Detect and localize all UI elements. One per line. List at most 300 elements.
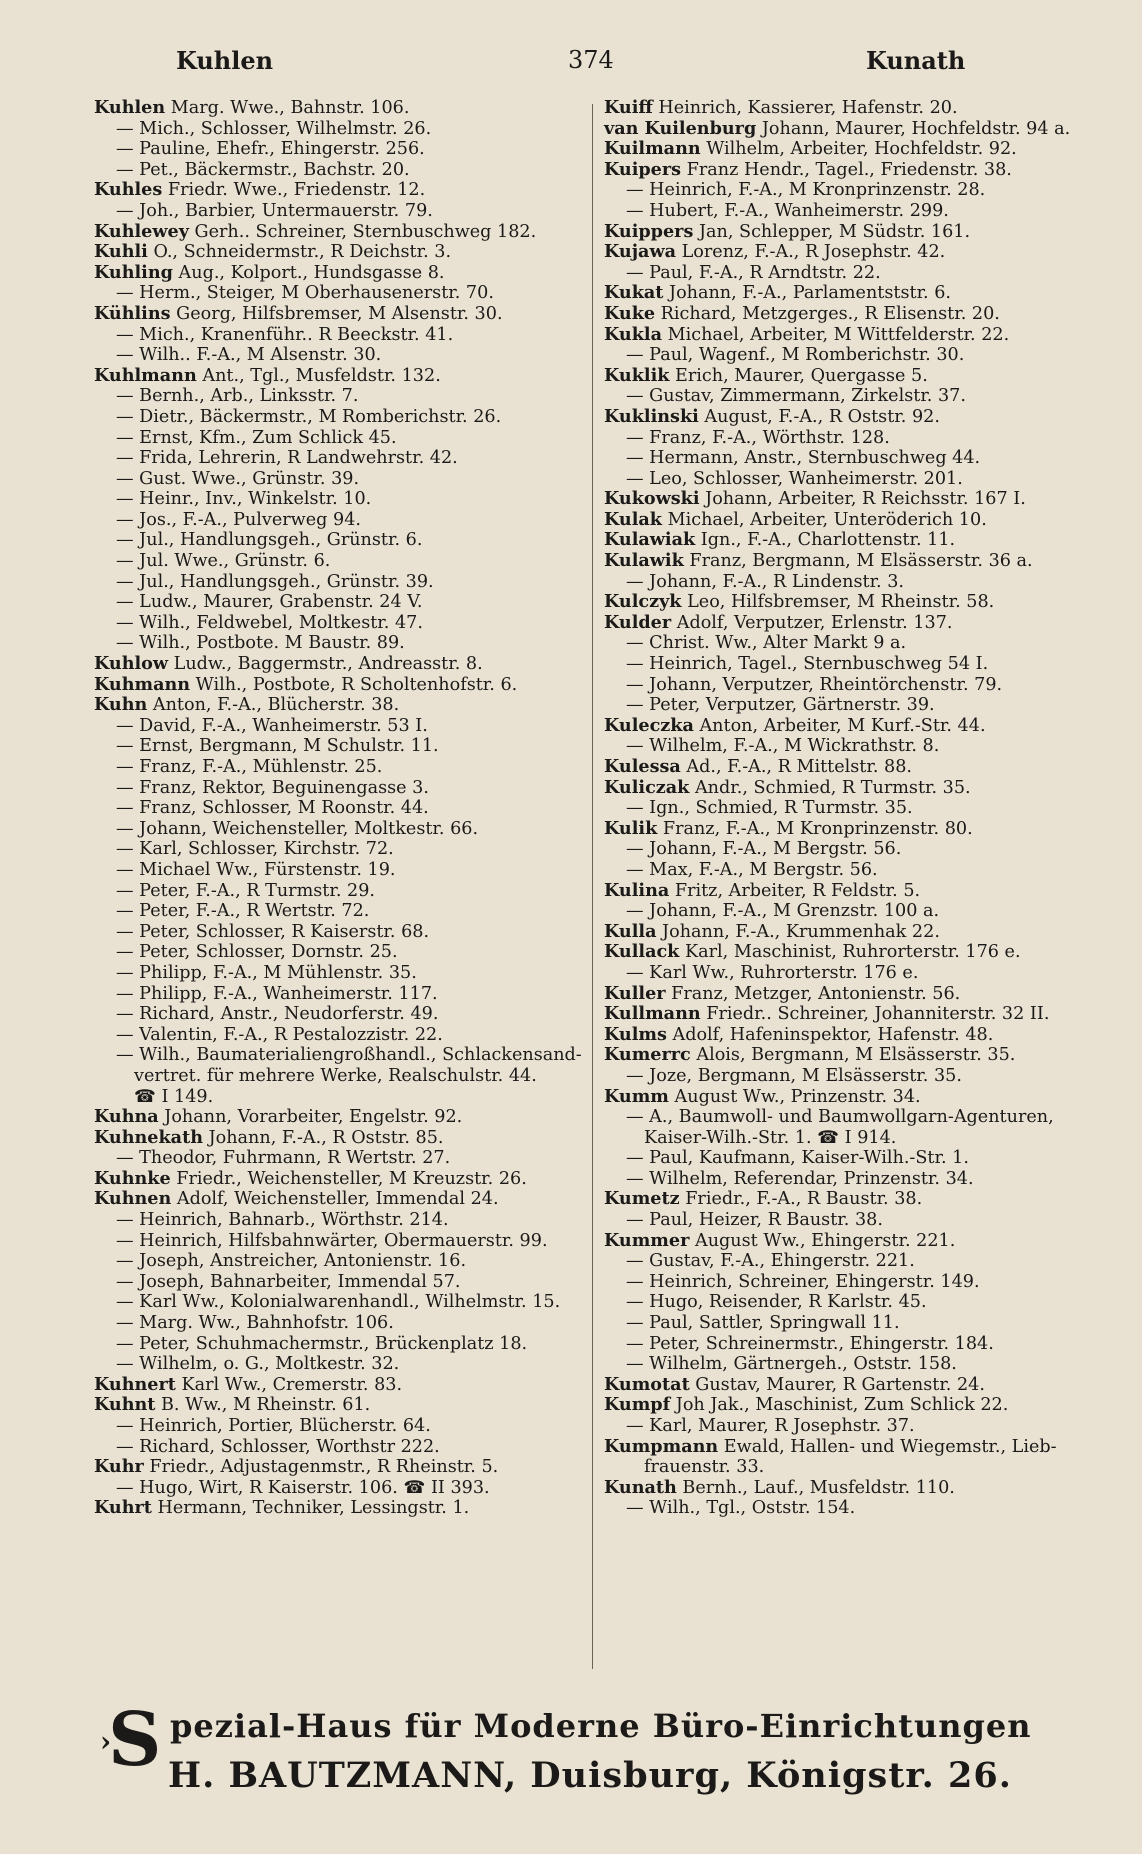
entry-details: — Hugo, Reisender, R Karlstr. 45.	[626, 1292, 927, 1313]
directory-entry	[604, 963, 1092, 984]
entry-details: — Gustav, Zimmermann, Zirkelstr. 37.	[626, 386, 966, 407]
entry-details: — Paul, F.-A., R Arndtstr. 22.	[626, 262, 881, 283]
entry-surname: Kuhmann	[94, 673, 191, 695]
directory-entry	[604, 1272, 1092, 1293]
entry-details: — Johann, F.-A., M Bergstr. 56.	[626, 839, 902, 860]
entry-surname: Kullmann	[604, 1003, 701, 1025]
directory-entry	[94, 1087, 584, 1108]
directory-entry	[94, 1025, 584, 1046]
entry-details: — Peter, Schuhmachermstr., Brückenplatz 18.	[116, 1333, 528, 1354]
entry-details: August Ww., Ehingerstr. 221.	[689, 1230, 956, 1251]
entry-surname: Kumotat	[604, 1373, 690, 1395]
entry-details: ☎ I 149.	[134, 1086, 214, 1107]
entry-details: — Jos., F.-A., Pulverweg 94.	[116, 509, 361, 530]
entry-surname: Kumerrc	[604, 1044, 691, 1066]
entry-details: Bernh., Lauf., Musfeldstr. 110.	[676, 1477, 955, 1498]
left-column	[94, 98, 584, 1519]
entry-details: Gustav, Maurer, R Gartenstr. 24.	[689, 1374, 985, 1395]
directory-entry	[604, 1231, 1092, 1252]
entry-details: — Leo, Schlosser, Wanheimerstr. 201.	[626, 468, 963, 489]
directory-entry	[604, 1416, 1092, 1437]
entry-surname: Kulessa	[604, 756, 681, 777]
entry-details: Wilh., Postbote, R Scholtenhofstr. 6.	[190, 674, 518, 695]
entry-details: — Wilh., Feldwebel, Moltkestr. 47.	[116, 612, 423, 633]
entry-details: — Heinrich, F.-A., M Kronprinzenstr. 28.	[626, 180, 986, 201]
entry-details: — Mich., Schlosser, Wilhelmstr. 26.	[116, 118, 432, 139]
entry-details: Adolf, Weichensteller, Immendal 24.	[171, 1189, 499, 1210]
directory-entry	[604, 242, 1092, 263]
directory-entry	[604, 778, 1092, 799]
entry-details: B. Ww., M Rheinstr. 61.	[155, 1395, 371, 1416]
entry-details: — Wilhelm, o. G., Moltkestr. 32.	[116, 1354, 400, 1375]
directory-entry	[604, 1128, 1092, 1149]
entry-details: — Wilhelm, Referendar, Prinzenstr. 34.	[626, 1168, 974, 1189]
directory-entry	[604, 448, 1092, 469]
header-right-keyword: Kunath	[866, 46, 966, 75]
entry-surname: Kulla	[604, 920, 657, 942]
entry-surname: Kühlins	[94, 302, 171, 324]
entry-surname: Kukat	[604, 282, 664, 304]
directory-entry	[94, 757, 584, 778]
entry-surname: Kuhna	[94, 1106, 159, 1128]
entry-details: — Karl Ww., Ruhrorterstr. 176 e.	[626, 962, 919, 983]
entry-details: — Wilh., Postbote. M Baustr. 89.	[116, 633, 405, 654]
entry-details: Georg, Hilfsbremser, M Alsenstr. 30.	[170, 303, 503, 324]
directory-entry	[94, 942, 584, 963]
directory-entry	[604, 160, 1092, 181]
entry-details: Michael, Arbeiter, M Wittfelderstr. 22.	[661, 324, 1010, 345]
entry-surname: Kuhn	[94, 694, 148, 716]
entry-details: Friedr., Adjustagenmstr., R Rheinstr. 5.	[143, 1457, 499, 1478]
entry-surname: Kulina	[604, 879, 670, 901]
directory-entry	[94, 984, 584, 1005]
entry-surname: Kukla	[604, 323, 662, 345]
entry-details: Johann, Arbeiter, R Reichsstr. 167 I.	[699, 489, 1026, 510]
entry-details: — Paul, Sattler, Springwall 11.	[626, 1313, 900, 1334]
entry-details: — Heinrich, Portier, Blücherstr. 64.	[116, 1416, 431, 1436]
directory-entry	[604, 530, 1092, 551]
entry-details: — Marg. Ww., Bahnhofstr. 106.	[116, 1313, 394, 1334]
directory-entry	[604, 1313, 1092, 1334]
entry-details: Alois, Bergmann, M Elsässerstr. 35.	[690, 1045, 1016, 1066]
entry-details: Wilhelm, Arbeiter, Hochfeldstr. 92.	[700, 139, 1017, 160]
entry-details: Adolf, Verputzer, Erlenstr. 137.	[671, 612, 953, 633]
directory-entry	[604, 201, 1092, 222]
directory-entry	[604, 901, 1092, 922]
directory-entry	[604, 345, 1092, 366]
entry-details: — Peter, Schreinermstr., Ehingerstr. 184.	[626, 1333, 994, 1354]
directory-entry	[94, 304, 584, 325]
directory-entry	[94, 139, 584, 160]
entry-details: Franz, F.-A., M Kronprinzenstr. 80.	[657, 818, 973, 839]
entry-details: Joh Jak., Maschinist, Zum Schlick 22.	[670, 1395, 1009, 1416]
directory-entry	[604, 139, 1092, 160]
entry-details: — Philipp, F.-A., M Mühlenstr. 35.	[116, 962, 417, 983]
directory-entry	[604, 1395, 1092, 1416]
entry-surname: Kulczyk	[604, 591, 682, 613]
entry-details: Gerh.. Schreiner, Sternbuschweg 182.	[188, 221, 537, 242]
directory-entry	[604, 922, 1092, 943]
entry-details: Ludw., Baggermstr., Andreasstr. 8.	[168, 654, 483, 675]
entry-details: Adolf, Hafeninspektor, Hafenstr. 48.	[666, 1024, 994, 1045]
directory-entry	[94, 736, 584, 757]
ad-initial: S	[108, 1697, 162, 1783]
entry-details: — Peter, Schlosser, R Kaiserstr. 68.	[116, 921, 430, 942]
entry-surname: Kuhnert	[94, 1373, 176, 1395]
directory-entry	[604, 222, 1092, 243]
entry-surname: Kumpf	[604, 1394, 671, 1416]
entry-details: Andr., Schmied, R Turmstr. 35.	[689, 777, 971, 798]
directory-entry	[604, 819, 1092, 840]
directory-entry	[604, 613, 1092, 634]
ad-mark-icon: ›	[100, 1725, 112, 1758]
directory-entry	[604, 1457, 1092, 1478]
ad-line-2: H. BAUTZMANN, Duisburg, Königstr. 26.	[168, 1755, 1012, 1796]
directory-entry	[94, 1292, 584, 1313]
entry-details: Ewald, Hallen- und Wiegemstr., Lieb-	[718, 1436, 1057, 1457]
entry-details: — Valentin, F.-A., R Pestalozzistr. 22.	[116, 1024, 443, 1045]
directory-entry	[94, 963, 584, 984]
directory-entry	[604, 757, 1092, 778]
directory-entry	[94, 242, 584, 263]
entry-details: — Wilh.. F.-A., M Alsenstr. 30.	[116, 345, 382, 366]
entry-details: — Hugo, Wirt, R Kaiserstr. 106. ☎ II 393.	[116, 1477, 490, 1498]
entry-details: — Herm., Steiger, M Oberhausenerstr. 70.	[116, 283, 494, 304]
directory-entry	[604, 1292, 1092, 1313]
directory-entry	[604, 572, 1092, 593]
directory-entry	[94, 489, 584, 510]
directory-entry	[94, 922, 584, 943]
entry-details: Kaiser-Wilh.-Str. 1. ☎ I 914.	[644, 1127, 897, 1148]
entry-details: Johann, Maurer, Hochfeldstr. 94 a.	[756, 118, 1071, 139]
entry-details: — Frida, Lehrerin, R Landwehrstr. 42.	[116, 448, 458, 469]
directory-entry	[604, 1148, 1092, 1169]
directory-entry	[604, 881, 1092, 902]
entry-surname: Kuller	[604, 982, 666, 1004]
directory-entry	[604, 633, 1092, 654]
directory-entry	[94, 1148, 584, 1169]
entry-surname: Kuilmann	[604, 138, 701, 160]
entry-details: Friedr., Weichensteller, M Kreuzstr. 26.	[170, 1168, 527, 1189]
directory-entry	[604, 1087, 1092, 1108]
directory-entry	[94, 819, 584, 840]
directory-entry	[94, 119, 584, 140]
directory-entry	[94, 1004, 584, 1025]
entry-details: Leo, Hilfsbremser, M Rheinstr. 58.	[681, 592, 995, 613]
entry-details: — Peter, Verputzer, Gärtnerstr. 39.	[626, 695, 935, 716]
entry-details: Johann, F.-A., Parlamentststr. 6.	[663, 283, 952, 304]
entry-details: — Richard, Schlosser, Worthstr 222.	[116, 1436, 440, 1457]
directory-entry	[94, 428, 584, 449]
directory-entry	[604, 1375, 1092, 1396]
entry-details: — Michael Ww., Fürstenstr. 19.	[116, 859, 396, 880]
entry-surname: Kulms	[604, 1023, 667, 1045]
entry-details: — Karl, Schlosser, Kirchstr. 72.	[116, 839, 394, 860]
entry-details: Michael, Arbeiter, Unteröderich 10.	[661, 509, 987, 530]
entry-details: — Ernst, Kfm., Zum Schlick 45.	[116, 427, 397, 448]
entry-details: — Paul, Wagenf., M Romberichstr. 30.	[626, 345, 965, 366]
directory-entry	[604, 1004, 1092, 1025]
entry-details: frauenstr. 33.	[644, 1457, 765, 1478]
entry-details: — Philipp, F.-A., Wanheimerstr. 117.	[116, 983, 438, 1004]
entry-details: Ad., F.-A., R Mittelstr. 88.	[680, 757, 913, 777]
entry-details: — Bernh., Arb., Linksstr. 7.	[116, 386, 359, 407]
directory-entry	[94, 1128, 584, 1149]
entry-surname: Kuippers	[604, 220, 694, 242]
directory-entry	[604, 98, 1092, 119]
entry-details: — Heinr., Inv., Winkelstr. 10.	[116, 489, 372, 510]
entry-surname: Kulder	[604, 611, 672, 633]
entry-details: — Franz, F.-A., Mühlenstr. 25.	[116, 757, 383, 777]
directory-entry	[94, 366, 584, 387]
entry-surname: Kuiff	[604, 97, 653, 118]
directory-entry	[604, 1498, 1092, 1519]
directory-entry	[94, 345, 584, 366]
entry-details: — Peter, Schlosser, Dornstr. 25.	[116, 942, 398, 963]
directory-entry	[94, 1498, 584, 1519]
entry-details: Friedr.. Schreiner, Johanniterstr. 32 II.	[700, 1004, 1050, 1025]
entry-details: vertret. für mehrere Werke, Realschulstr. 44.	[134, 1065, 537, 1086]
directory-entry	[94, 407, 584, 428]
directory-entry	[604, 1107, 1092, 1128]
directory-entry	[94, 654, 584, 675]
directory-entry	[604, 1251, 1092, 1272]
entry-details: — Joze, Bergmann, M Elsässerstr. 35.	[626, 1065, 962, 1086]
entry-details: — Hermann, Anstr., Sternbuschweg 44.	[626, 448, 981, 469]
entry-details: — Jul., Handlungsgeh., Grünstr. 39.	[116, 571, 434, 592]
directory-entry	[94, 1189, 584, 1210]
directory-entry	[94, 633, 584, 654]
directory-entry	[604, 860, 1092, 881]
entry-details: Heinrich, Kassierer, Hafenstr. 20.	[652, 98, 958, 118]
directory-entry	[604, 1025, 1092, 1046]
directory-entry	[604, 1045, 1092, 1066]
entry-surname: Kuhnen	[94, 1188, 172, 1210]
entry-details: — Theodor, Fuhrmann, R Wertstr. 27.	[116, 1148, 451, 1169]
directory-entry	[94, 839, 584, 860]
directory-entry	[94, 592, 584, 613]
entry-surname: Kulik	[604, 817, 658, 839]
entry-surname: Kulawiak	[604, 529, 696, 551]
entry-details: O., Schneidermstr., R Deichstr. 3.	[147, 242, 452, 263]
directory-entry	[604, 386, 1092, 407]
entry-details: — Pet., Bäckermstr., Bachstr. 20.	[116, 159, 410, 180]
directory-entry	[94, 1375, 584, 1396]
entry-details: — Ign., Schmied, R Turmstr. 35.	[626, 798, 913, 819]
directory-entry	[94, 1045, 584, 1066]
entry-details: — Christ. Ww., Alter Markt 9 a.	[626, 633, 907, 654]
directory-entry	[94, 901, 584, 922]
directory-entry	[94, 1272, 584, 1293]
directory-entry	[604, 839, 1092, 860]
directory-entry	[604, 469, 1092, 490]
entry-details: Johann, F.-A., R Oststr. 85.	[202, 1127, 444, 1148]
entry-surname: Kukowski	[604, 488, 700, 510]
entry-details: — Hubert, F.-A., Wanheimerstr. 299.	[626, 200, 949, 221]
entry-surname: Kuhlow	[94, 653, 169, 675]
entry-surname: Kunath	[604, 1476, 677, 1498]
entry-details: Karl, Maschinist, Ruhrorterstr. 176 e.	[679, 942, 1021, 963]
entry-details: — A., Baumwoll- und Baumwollgarn-Agenturen,	[626, 1107, 1054, 1128]
entry-details: Lorenz, F.-A., R Josephstr. 42.	[676, 242, 946, 263]
ad-line-1: pezial-Haus für Moderne Büro-Einrichtungen	[170, 1707, 1032, 1745]
directory-entry	[604, 325, 1092, 346]
directory-entry	[94, 778, 584, 799]
entry-details: Fritz, Arbeiter, R Feldstr. 5.	[669, 880, 921, 901]
entry-details: — Joseph, Anstreicher, Antonienstr. 16.	[116, 1251, 467, 1272]
directory-entry	[94, 675, 584, 696]
entry-surname: Kuhlmann	[94, 364, 197, 386]
entry-details: — Jul. Wwe., Grünstr. 6.	[116, 551, 331, 572]
entry-details: — Pauline, Ehefr., Ehingerstr. 256.	[116, 139, 425, 160]
directory-entry	[94, 222, 584, 243]
entry-surname: Kuklik	[604, 364, 670, 386]
directory-entry	[604, 510, 1092, 531]
entry-surname: Kuklinski	[604, 405, 699, 427]
entry-details: — Max, F.-A., M Bergstr. 56.	[626, 859, 878, 880]
entry-surname: Kulawik	[604, 550, 684, 572]
entry-details: — Franz, Schlosser, M Roonstr. 44.	[116, 798, 429, 819]
directory-entry	[604, 716, 1092, 737]
entry-surname: Kuhli	[94, 241, 148, 263]
entry-details: — Franz, Rektor, Beguinengasse 3.	[116, 777, 429, 798]
directory-entry	[604, 283, 1092, 304]
directory-entry	[94, 1066, 584, 1087]
directory-entry	[94, 1395, 584, 1416]
entry-details: — Paul, Kaufmann, Kaiser-Wilh.-Str. 1.	[626, 1148, 969, 1169]
entry-details: — Heinrich, Schreiner, Ehingerstr. 149.	[626, 1271, 980, 1292]
entry-surname: Kuhr	[94, 1456, 144, 1478]
entry-surname: Kuhlewey	[94, 220, 189, 242]
directory-entry	[94, 798, 584, 819]
entry-details: — Johann, F.-A., R Lindenstr. 3.	[626, 571, 905, 592]
entry-surname: Kuhnt	[94, 1394, 156, 1416]
directory-entry	[94, 1478, 584, 1499]
directory-entry	[604, 592, 1092, 613]
entry-surname: Kujawa	[604, 241, 677, 263]
directory-entry	[94, 1210, 584, 1231]
entry-details: — Karl Ww., Kolonialwarenhandl., Wilhelmstr. 15.	[116, 1292, 561, 1313]
entry-details: August, F.-A., R Oststr. 92.	[698, 406, 940, 427]
entry-details: Richard, Metzgerges., R Elisenstr. 20.	[655, 303, 1000, 324]
directory-entry	[604, 428, 1092, 449]
directory-entry	[604, 263, 1092, 284]
entry-details: Anton, Arbeiter, M Kurf.-Str. 44.	[693, 715, 986, 736]
directory-entry	[604, 551, 1092, 572]
entry-details: Franz Hendr., Tagel., Friedenstr. 38.	[681, 159, 1012, 180]
entry-details: — Heinrich, Hilfsbahnwärter, Obermauerstr. 99.	[116, 1230, 548, 1251]
directory-entry	[94, 263, 584, 284]
directory-entry	[94, 1251, 584, 1272]
entry-details: August Ww., Prinzenstr. 34.	[668, 1086, 921, 1107]
entry-details: — Richard, Anstr., Neudorferstr. 49.	[116, 1004, 439, 1025]
entry-details: Friedr. Wwe., Friedenstr. 12.	[162, 180, 426, 201]
directory-entry	[94, 469, 584, 490]
directory-entry	[94, 1457, 584, 1478]
entry-details: — Johann, Weichensteller, Moltkestr. 66.	[116, 818, 479, 839]
entry-details: — Gust. Wwe., Grünstr. 39.	[116, 468, 360, 489]
directory-entry	[94, 448, 584, 469]
directory-entry	[94, 572, 584, 593]
directory-entry	[94, 716, 584, 737]
directory-entry	[94, 1231, 584, 1252]
entry-details: Erich, Maurer, Quergasse 5.	[669, 365, 928, 386]
entry-details: — Gustav, F.-A., Ehingerstr. 221.	[626, 1251, 915, 1272]
directory-entry	[604, 1437, 1092, 1458]
entry-details: — Dietr., Bäckermstr., M Romberichstr. 26.	[116, 406, 502, 427]
entry-details: — Paul, Heizer, R Baustr. 38.	[626, 1210, 883, 1231]
entry-surname: Kummer	[604, 1229, 690, 1251]
directory-entry	[94, 510, 584, 531]
directory-entry	[94, 1437, 584, 1458]
entry-surname: Kullack	[604, 941, 680, 963]
entry-surname: Kuhles	[94, 179, 163, 201]
directory-entry	[604, 654, 1092, 675]
entry-surname: Kuleczka	[604, 714, 694, 736]
directory-entry	[94, 530, 584, 551]
entry-surname: Kumetz	[604, 1188, 680, 1210]
entry-details: Marg. Wwe., Bahnstr. 106.	[165, 98, 410, 118]
entry-details: — Karl, Maurer, R Josephstr. 37.	[626, 1416, 915, 1436]
directory-entry	[604, 984, 1092, 1005]
directory-entry	[604, 1478, 1092, 1499]
entry-details: — Wilh., Baumaterialiengroßhandl., Schlackensand-	[116, 1045, 582, 1066]
directory-entry	[94, 98, 584, 119]
entry-details: Hermann, Techniker, Lessingstr. 1.	[151, 1498, 470, 1519]
directory-entry	[604, 1169, 1092, 1190]
entry-details: — Ludw., Maurer, Grabenstr. 24 V.	[116, 592, 423, 613]
directory-entry	[604, 942, 1092, 963]
entry-details: — Heinrich, Bahnarb., Wörthstr. 214.	[116, 1210, 449, 1231]
entry-details: — David, F.-A., Wanheimerstr. 53 I.	[116, 715, 428, 736]
advertisement	[100, 1695, 1080, 1825]
column-divider	[592, 104, 593, 1669]
page-number: 374	[568, 46, 614, 74]
directory-entry	[94, 1107, 584, 1128]
directory-entry	[94, 695, 584, 716]
directory-entry	[94, 1334, 584, 1355]
entry-details: Ign., F.-A., Charlottenstr. 11.	[695, 530, 956, 551]
entry-details: — Wilhelm, F.-A., M Wickrathstr. 8.	[626, 736, 940, 757]
directory-entry	[604, 366, 1092, 387]
entry-surname: Kuhnke	[94, 1167, 171, 1189]
directory-entry	[94, 325, 584, 346]
directory-entry	[604, 1354, 1092, 1375]
entry-surname: Kumpmann	[604, 1435, 719, 1457]
entry-surname: Kuhnekath	[94, 1126, 203, 1148]
right-column	[604, 98, 1092, 1519]
entry-details: — Joh., Barbier, Untermauerstr. 79.	[116, 200, 433, 221]
entry-surname: Kuipers	[604, 158, 682, 180]
entry-details: — Joseph, Bahnarbeiter, Immendal 57.	[116, 1271, 461, 1292]
entry-details: Franz, Bergmann, M Elsässerstr. 36 a.	[683, 551, 1033, 572]
entry-details: — Jul., Handlungsgeh., Grünstr. 6.	[116, 530, 423, 551]
directory-entry	[94, 283, 584, 304]
entry-details: — Johann, F.-A., M Grenzstr. 100 a.	[626, 901, 940, 922]
directory-entry	[604, 798, 1092, 819]
directory-entry	[604, 675, 1092, 696]
directory-entry	[94, 201, 584, 222]
directory-entry	[94, 180, 584, 201]
entry-details: — Wilh., Tgl., Oststr. 154.	[626, 1498, 856, 1519]
entry-surname: van Kuilenburg	[604, 117, 757, 139]
entry-surname: Kuhling	[94, 261, 173, 283]
directory-entry	[94, 1169, 584, 1190]
directory-entry	[604, 695, 1092, 716]
entry-details: — Franz, F.-A., Wörthstr. 128.	[626, 427, 890, 448]
directory-entry	[604, 304, 1092, 325]
directory-entry	[94, 1416, 584, 1437]
